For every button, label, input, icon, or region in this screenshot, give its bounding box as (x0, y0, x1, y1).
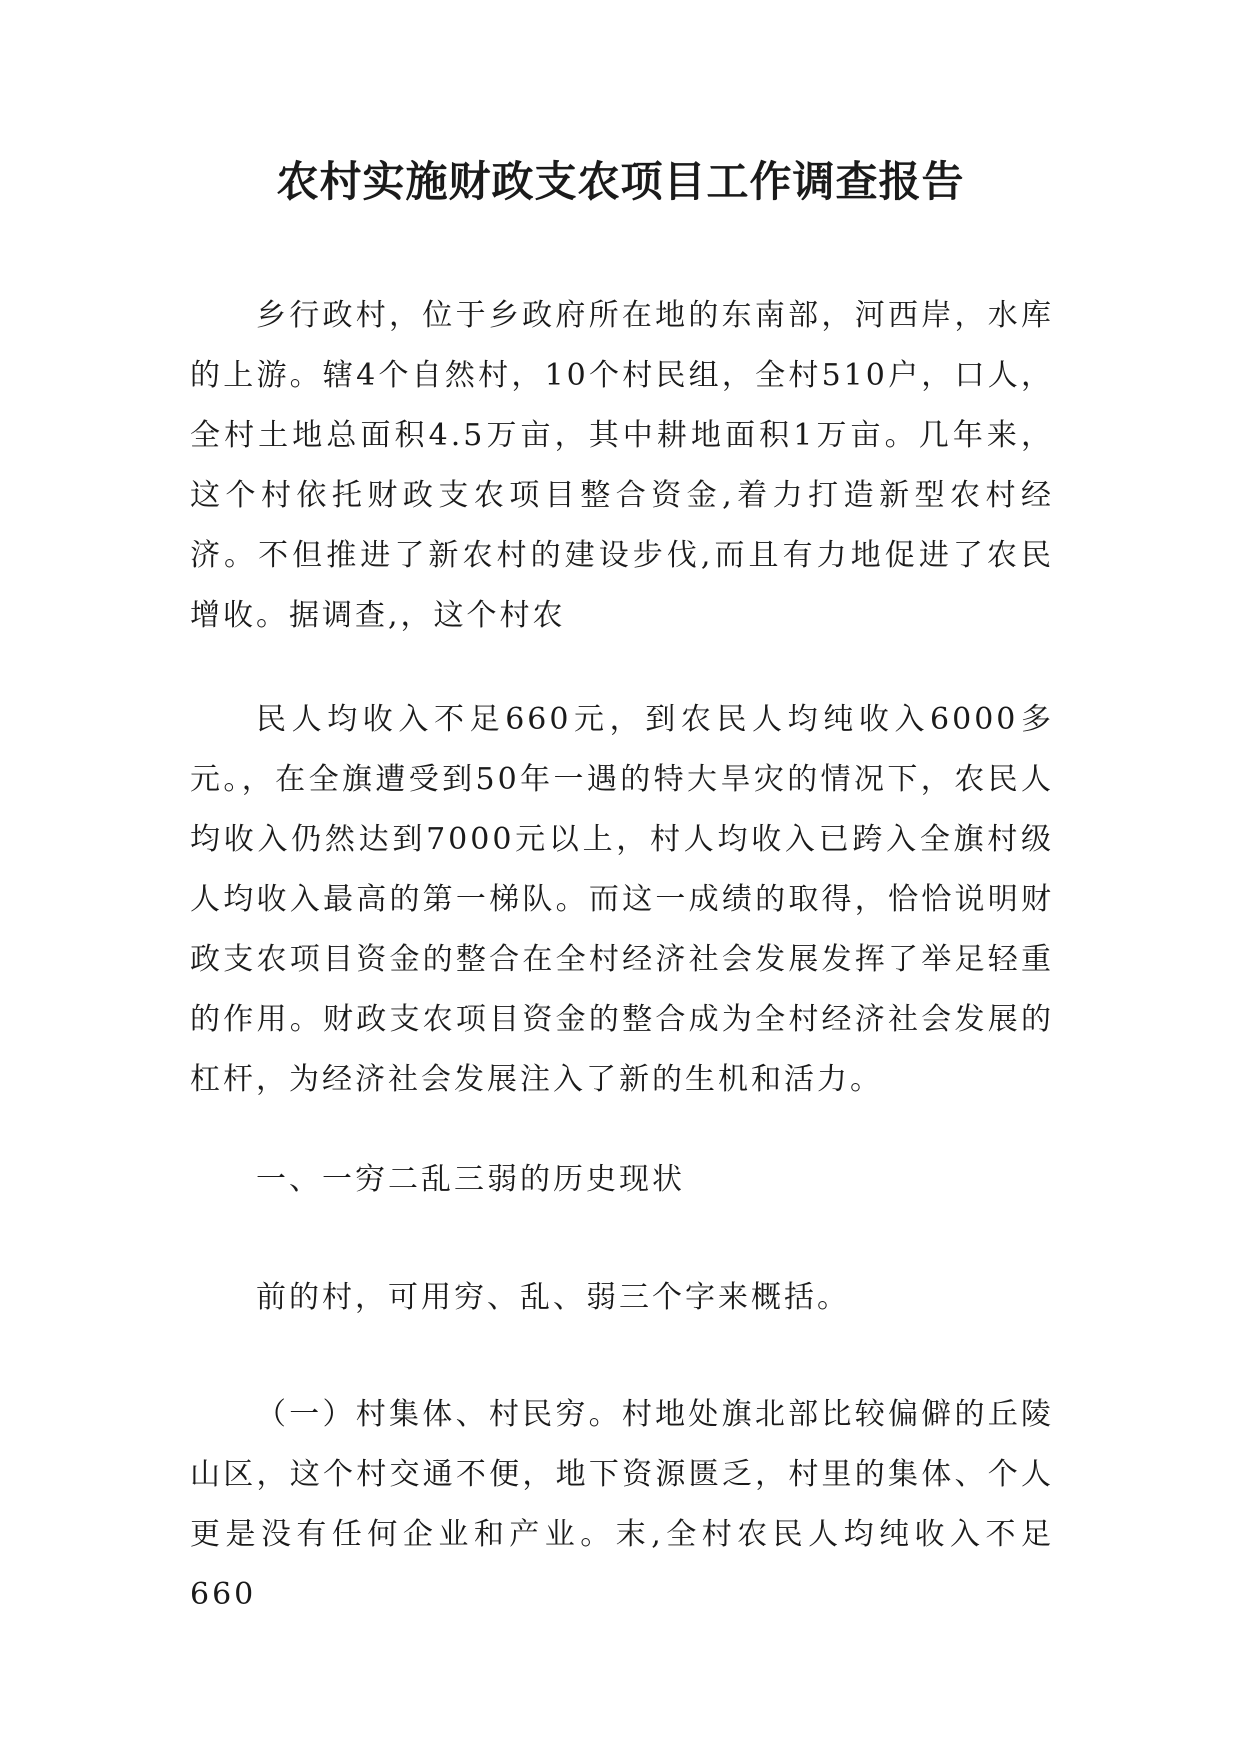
paragraph-village-overview: 乡行政村，位于乡政府所在地的东南部，河西岸，水库的上游。辖4个自然村，10个村民组，全村510户，口人，全村土地总面积4.5万亩，其中耕地面积1万亩。几年来，这个村依托财政支农项目整合资金,着力打造新型农村经济。不但推进了新农村的建设步伐,而且有力地促进了农民增收。据调查,，这个村农 (190, 298, 1054, 633)
paragraph-income-growth: 民人均收入不足660元，到农民人均纯收入6000多元。，在全旗遭受到50年一遇的特大旱灾的情况下，农民人均收入仍然达到7000元以上，村人均收入已跨入全旗村级人均收入最高的第一梯队。而这一成绩的取得，恰恰说明财政支农项目资金的整合在全村经济社会发展发挥了举足轻重的作用。财政支农项目资金的整合成为全村经济社会发展的杠杆，为经济社会发展注入了新的生机和活力。 (190, 702, 1054, 1097)
document-title: 农村实施财政支农项目工作调查报告 (276, 157, 965, 206)
paragraph-poverty: （一）村集体、村民穷。村地处旗北部比较偏僻的丘陵山区，这个村交通不便，地下资源匮乏，村里的集体、个人更是没有任何企业和产业。末,全村农民人均纯收入不足660 (190, 1397, 1054, 1612)
section-heading-history: 一、一穷二乱三弱的历史现状 (256, 1162, 685, 1197)
paragraph-summary: 前的村，可用穷、乱、弱三个字来概括。 (256, 1280, 850, 1315)
